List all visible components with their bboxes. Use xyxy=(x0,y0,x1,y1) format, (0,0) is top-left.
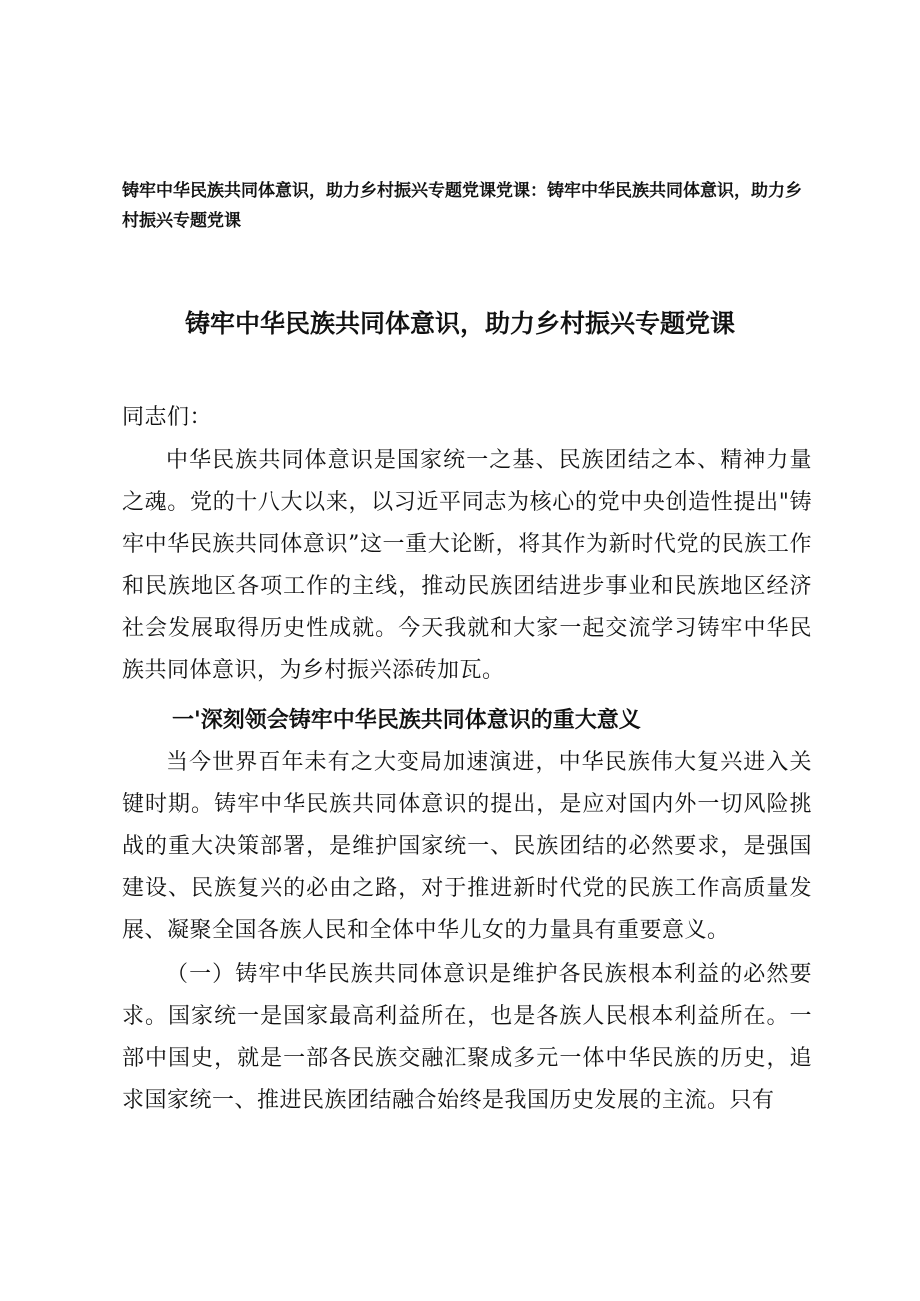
paragraph-3: （一）铸牢中华民族共同体意识是维护各民族根本利益的必然要求。国家统一是国家最高利益所在，也是各族人民根本利益所在。一部中国史，就是一部各民族交融汇聚成多元一体中华民族的历史，追求国家统一、推进民族团结融合始终是我国历史发展的主流。只有 xyxy=(122,962,812,1113)
document-title: 铸牢中华民族共同体意识，助力乡村振兴专题党课 xyxy=(184,309,735,338)
paragraph-1: 中华民族共同体意识是国家统一之基、民族团结之本、精神力量之魂。党的十八大以来，以习近平同志为核心的党中央创造性提出"铸牢中华民族共同体意识”这一重大论断，将其作为新时代党的民族工作和民族地区各项工作的主线，推动民族团结进步事业和民族地区经济社会发展取得历史性成就。今天我就和大家一起交流学习铸牢中华民族共同体意识，为乡村振兴添砖加瓦。 xyxy=(122,448,812,683)
section-heading-1: 一'深刻领会铸牢中华民族共同体意识的重大意义 xyxy=(172,708,641,733)
paragraph-2: 当今世界百年未有之大变局加速演进，中华民族伟大复兴进入关键时期。铸牢中华民族共同体意识的提出，是应对国内外一切风险挑战的重大决策部署，是维护国家统一、民族团结的必然要求，是强国建设、民族复兴的必由之路，对于推进新时代党的民族工作高质量发展、凝聚全国各族人民和全体中华儿女的力量具有重要意义。 xyxy=(122,750,812,943)
document-header: 铸牢中华民族共同体意识，助力乡村振兴专题党课党课：铸牢中华民族共同体意识，助力乡村振兴专题党课 xyxy=(122,181,802,231)
salutation: 同志们： xyxy=(122,405,213,430)
